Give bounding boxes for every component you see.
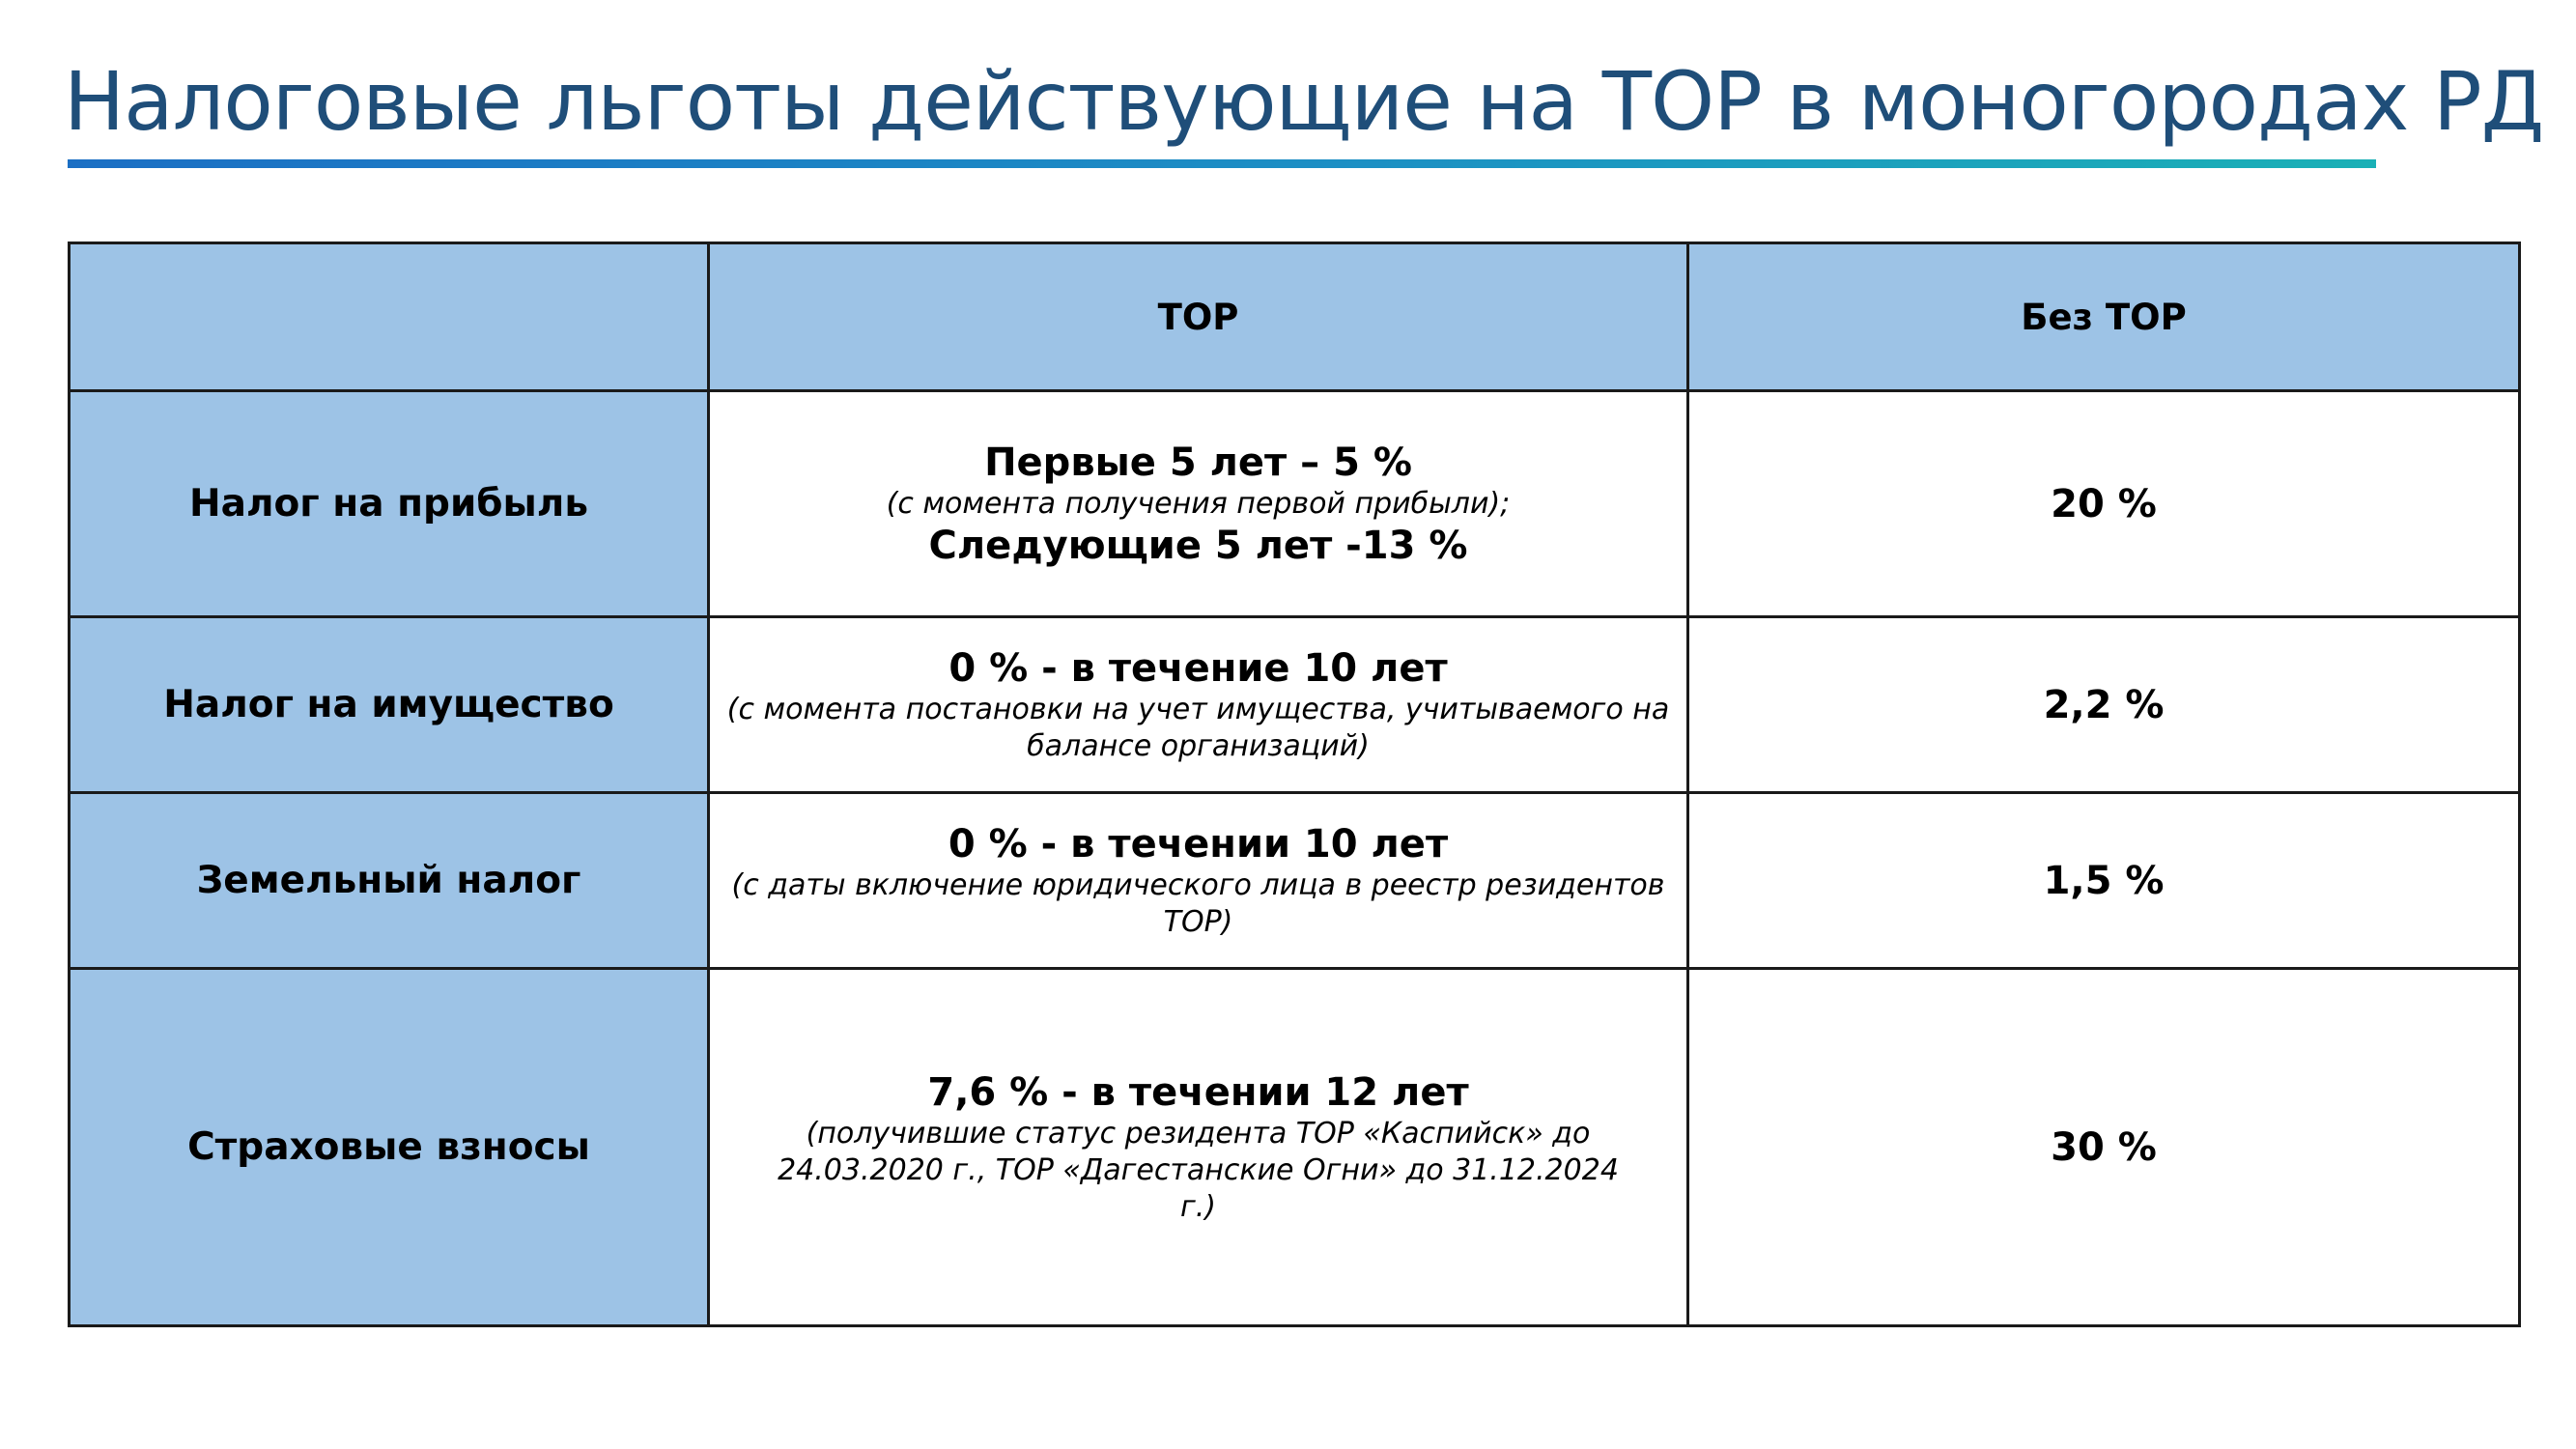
table-row [70,793,2520,969]
row-label-profit-tax: Налог на прибыль [70,391,709,617]
table-row [70,969,2520,1326]
cell-no-tor-property-tax: 2,2 % [1688,617,2520,793]
row-label-property-tax: Налог на имущество [70,617,709,793]
table-header-row [70,243,2520,391]
cell-tor-insurance-contributions [709,969,1688,1326]
tor-value: 0 % - в течении 10 лет [948,821,1449,867]
cell-tor-profit-tax [709,391,1688,617]
tor-note: (с момента постановки на учет имущества, учитываемого на балансе организаций) [726,692,1670,763]
cell-tor-land-tax [709,793,1688,969]
tor-note: (получившие статус резидента ТОР «Каспийск» до 24.03.2020 г., ТОР «Дагестанские Огни» до 31.12.2024 г.) [778,1116,1619,1224]
tor-value: 0 % - в течение 10 лет [948,645,1448,691]
tor-value-line-2: Следующие 5 лет -13 % [928,523,1468,568]
tor-value-line-1: Первые 5 лет – 5 % [984,440,1412,485]
cell-no-tor-land-tax: 1,5 % [1688,793,2520,969]
column-header-no-tor: Без ТОР [1688,243,2520,391]
cell-no-tor-profit-tax: 20 % [1688,391,2520,617]
table-row [70,617,2520,793]
title-underline [68,159,2376,168]
table-row [70,391,2520,617]
column-header-tor: ТОР [709,243,1688,391]
row-label-insurance-contributions: Страховые взносы [70,969,709,1326]
tax-benefits-table [68,242,2521,1327]
page-title: Налоговые льготы действующие на ТОР в моногородах РД [64,54,2544,149]
row-label-land-tax: Земельный налог [70,793,709,969]
cell-no-tor-insurance-contributions: 30 % [1688,969,2520,1326]
cell-tor-property-tax [709,617,1688,793]
tor-value: 7,6 % - в течении 12 лет [927,1069,1469,1115]
corner-cell [70,243,709,391]
tor-note: (с даты включение юридического лица в реестр резидентов ТОР) [731,867,1665,939]
tor-note: (с момента получения первой прибыли); [886,486,1511,521]
